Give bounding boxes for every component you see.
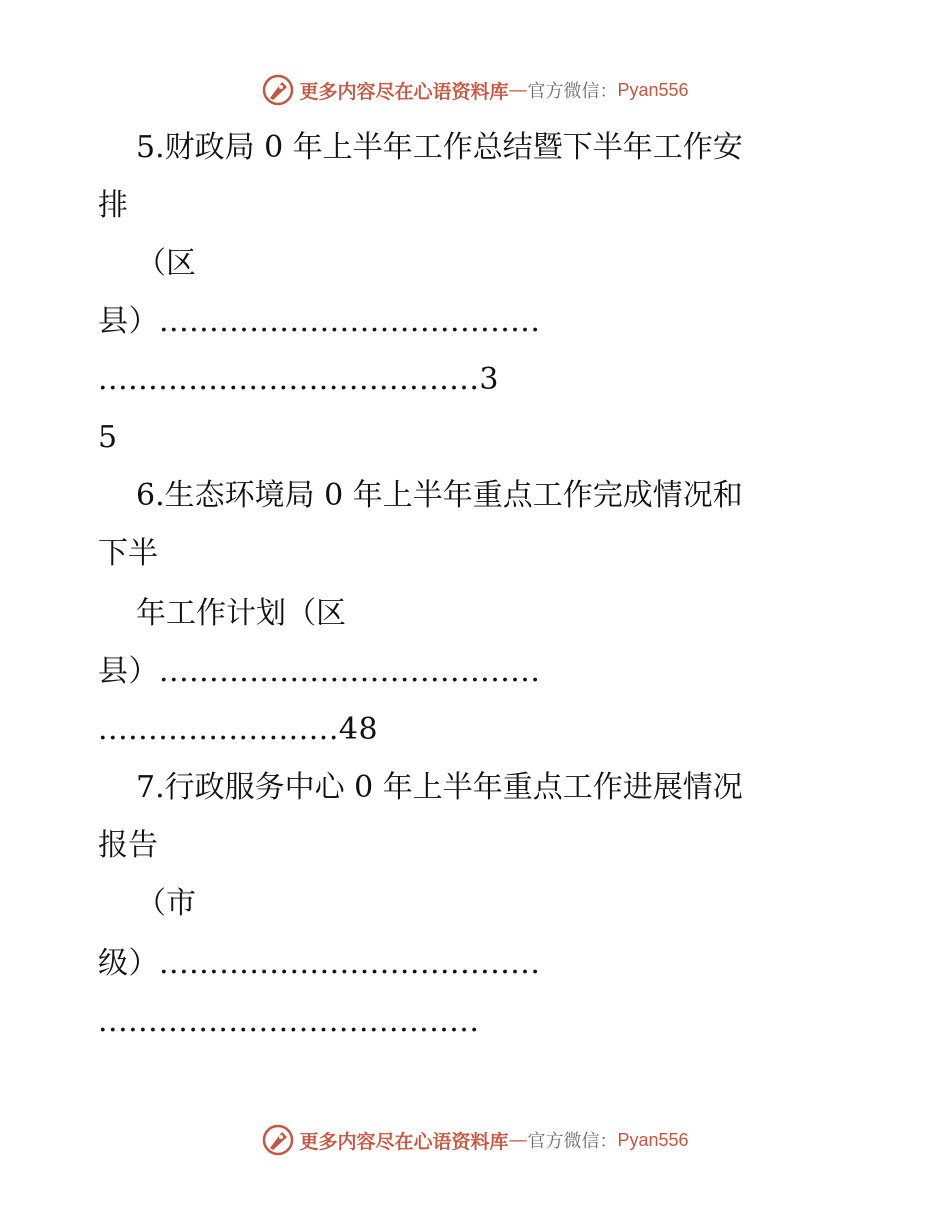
wechat-label: 官方微信： (527, 81, 618, 102)
toc-entry-5-leader: 县）...................................... (98, 304, 541, 339)
toc-entry-5-paren: （区 (136, 246, 196, 281)
wechat-id: Pyan556 (617, 1129, 689, 1150)
pen-nib-logo-icon (261, 73, 295, 107)
site-name: 更多内容尽在心语资料库 (299, 1130, 509, 1153)
toc-entry-6-subtitle: 年工作计划（区 (136, 596, 346, 631)
toc-entry-7-wrap: 报告 (98, 828, 158, 863)
toc-entry-6-leader-page: ........................48 (98, 712, 379, 747)
wechat-label: 官方微信： (527, 1131, 618, 1152)
toc-entry-7-leader-cont: ...................................... (98, 1004, 480, 1039)
banner-separator: — (508, 1129, 528, 1151)
banner-separator: — (508, 79, 528, 101)
toc-entry-7-title: 7.行政服务中心 0 年上半年重点工作进展情况 (136, 770, 743, 805)
wechat-id: Pyan556 (617, 79, 689, 100)
toc-entry-5-wrap: 排 (98, 188, 128, 223)
toc-entry-7-leader: 级）...................................... (98, 946, 541, 981)
toc-entry-6-wrap: 下半 (98, 536, 158, 571)
toc-entry-5-leader-page: ......................................3 (98, 362, 499, 397)
toc-entry-5-title: 5.财政局 0 年上半年工作总结暨下半年工作安 (136, 130, 743, 165)
toc-entry-5-page-tail: 5 (98, 420, 118, 455)
site-name: 更多内容尽在心语资料库 (299, 80, 509, 103)
header-banner (0, 70, 950, 110)
footer-banner (0, 1120, 950, 1160)
toc-entry-6-title: 6.生态环境局 0 年上半年重点工作完成情况和 (136, 478, 743, 513)
toc-entry-7-paren: （市 (136, 886, 196, 921)
toc-entry-6-leader: 县）...................................... (98, 654, 541, 689)
pen-nib-logo-icon (261, 1123, 295, 1157)
